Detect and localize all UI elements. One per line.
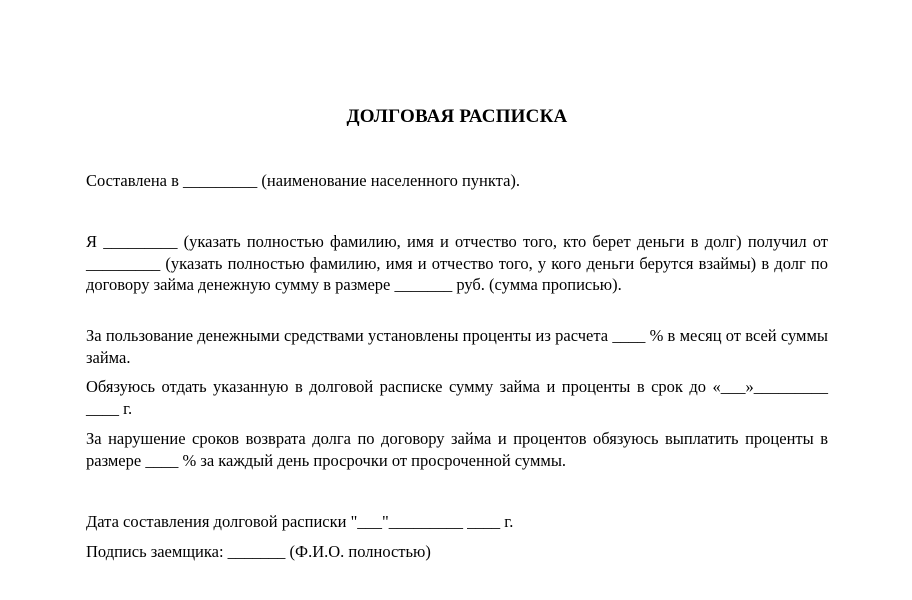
main-paragraph: Я _________ (указать полностью фамилию, имя и отчество того, кто берет деньги в долг) получил от _________ (указать полностью фамилию, имя и отчество того, у кого деньги берутся взаймы) в долг по договору займа денежную сумму в размере _______ руб. (сумма прописью). — [86, 232, 828, 294]
interest-paragraph: За пользование денежными средствами установлены проценты из расчета ____ % в месяц от всей суммы займа. — [86, 326, 828, 367]
document-page — [86, 0, 828, 600]
penalty-paragraph: За нарушение сроков возврата долга по договору займа и процентов обязуюсь выплатить проценты в размере ____ % за каждый день просрочки от просроченной суммы. — [86, 429, 828, 470]
document-title: ДОЛГОВАЯ РАСПИСКА — [346, 106, 568, 127]
signature-line: Подпись заемщика: _______ (Ф.И.О. полностью) — [86, 542, 431, 561]
date-line: Дата составления долговой расписки "___"_________ ____ г. — [86, 512, 514, 531]
return-paragraph: Обязуюсь отдать указанную в долговой расписке сумму займа и проценты в срок до «___»_________ ____ г. — [86, 377, 828, 418]
place-line: Составлена в _________ (наименование населенного пункта). — [86, 171, 521, 190]
